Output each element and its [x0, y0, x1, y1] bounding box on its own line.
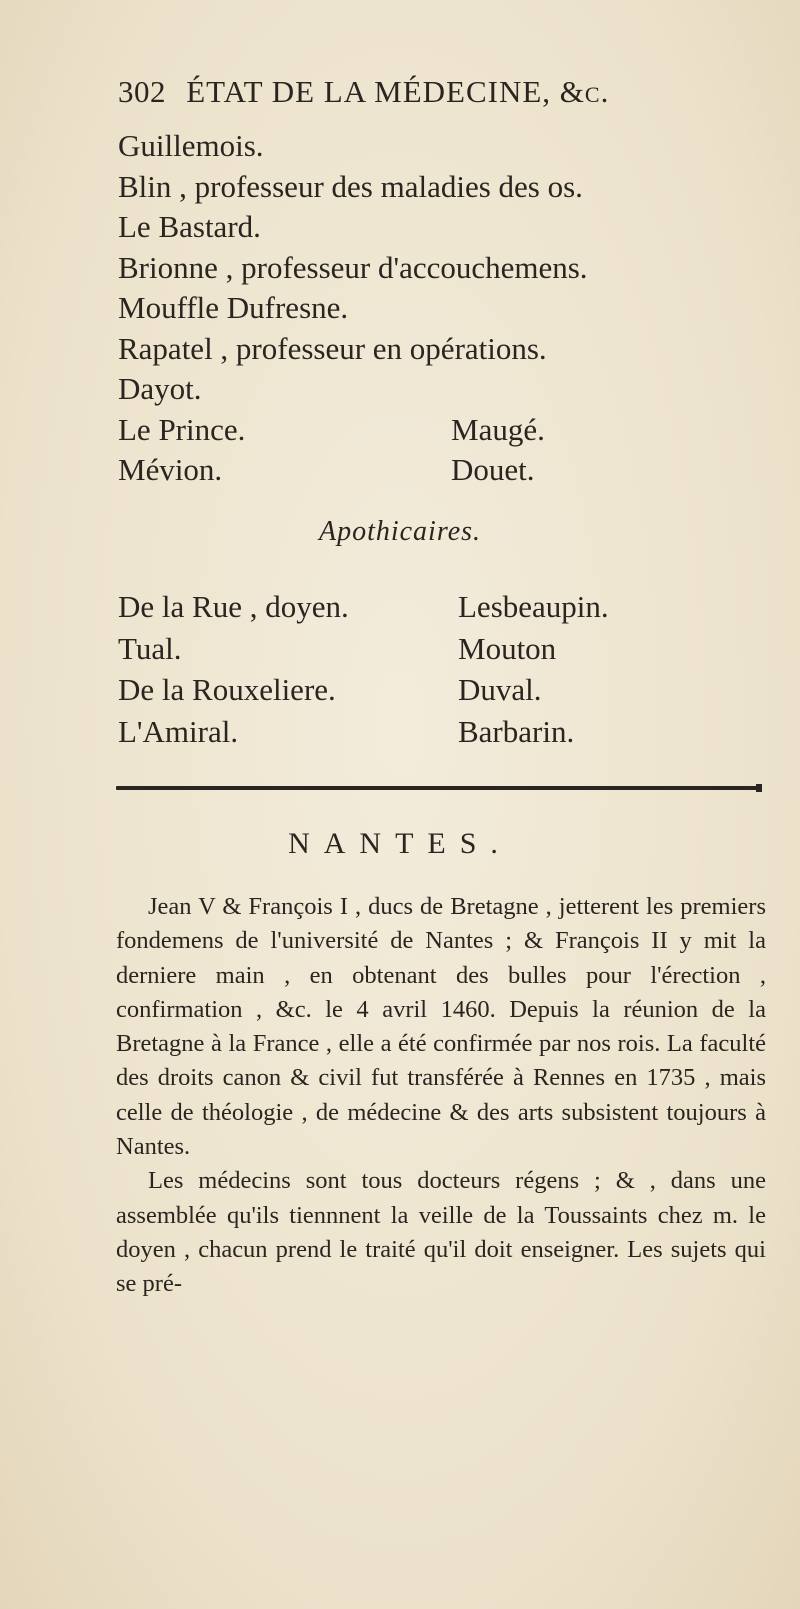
list-item: De la Rue , doyen. — [118, 589, 349, 624]
list-item: Barbarin. — [458, 713, 575, 749]
list-item: Lesbeaupin. — [458, 589, 609, 624]
list-item: Rapatel , professeur en opérations. — [118, 330, 547, 366]
list-row — [118, 586, 778, 628]
list-item: Douet. — [451, 452, 535, 487]
doctors-list — [118, 126, 768, 491]
list-item: Maugé. — [451, 411, 545, 447]
list-item: Le Bastard. — [118, 209, 261, 244]
list-row — [118, 410, 768, 451]
list-item: Mouton — [458, 630, 557, 666]
section-divider — [116, 786, 760, 790]
list-item: Blin , professeur des maladies des os. — [118, 168, 583, 204]
list-item: De la Rouxeliere. — [118, 672, 336, 707]
section-heading: NANTES. — [288, 827, 512, 860]
running-title: ÉTAT DE LA MÉDECINE, &c. — [186, 74, 610, 109]
paragraph: Les médecins sont tous docteurs régens ; & , dans une assemblée qu'ils tiennnent la veille de la Toussaints chez m. le doyen , chacun prend le traité qu'il doit enseigner. Les sujets qui se pré- — [116, 1167, 766, 1298]
list-item: Brionne , professeur d'accouchemens. — [118, 249, 588, 285]
list-row — [118, 450, 768, 491]
list-item: L'Amiral. — [118, 713, 239, 749]
paragraph: Jean V & François I , ducs de Bretagne , jetterent les premiers fondemens de l'université de Nantes ; & François II y mit la derniere main , en obtenant des bulles pour l'érection , confirmation , &c. le 4 avril 1460. Depuis la réunion de la Bretagne à la France , elle a été confirmée par nos rois. La faculté des droits canon & civil fut transférée à Rennes en 1735 , mais celle de théologie , de médecine & des arts subsistent toujours à Nantes. — [116, 893, 766, 1161]
list-item: Duval. — [458, 672, 542, 707]
list-row — [118, 628, 778, 670]
list-row — [118, 669, 778, 711]
list-item: Guillemois. — [118, 128, 264, 163]
list-item: Dayot. — [118, 371, 202, 406]
apothecaries-list — [118, 586, 778, 752]
page-header — [118, 74, 758, 110]
list-row — [118, 711, 778, 753]
apothecaries-title: Apothicaires. — [318, 516, 482, 547]
list-item: Tual. — [118, 630, 182, 666]
list-item: Le Prince. — [118, 411, 246, 447]
section-body — [116, 890, 766, 1302]
list-item: Mévion. — [118, 452, 223, 487]
page-number: 302 — [118, 74, 166, 109]
list-item: Mouffle Dufresne. — [118, 290, 349, 325]
